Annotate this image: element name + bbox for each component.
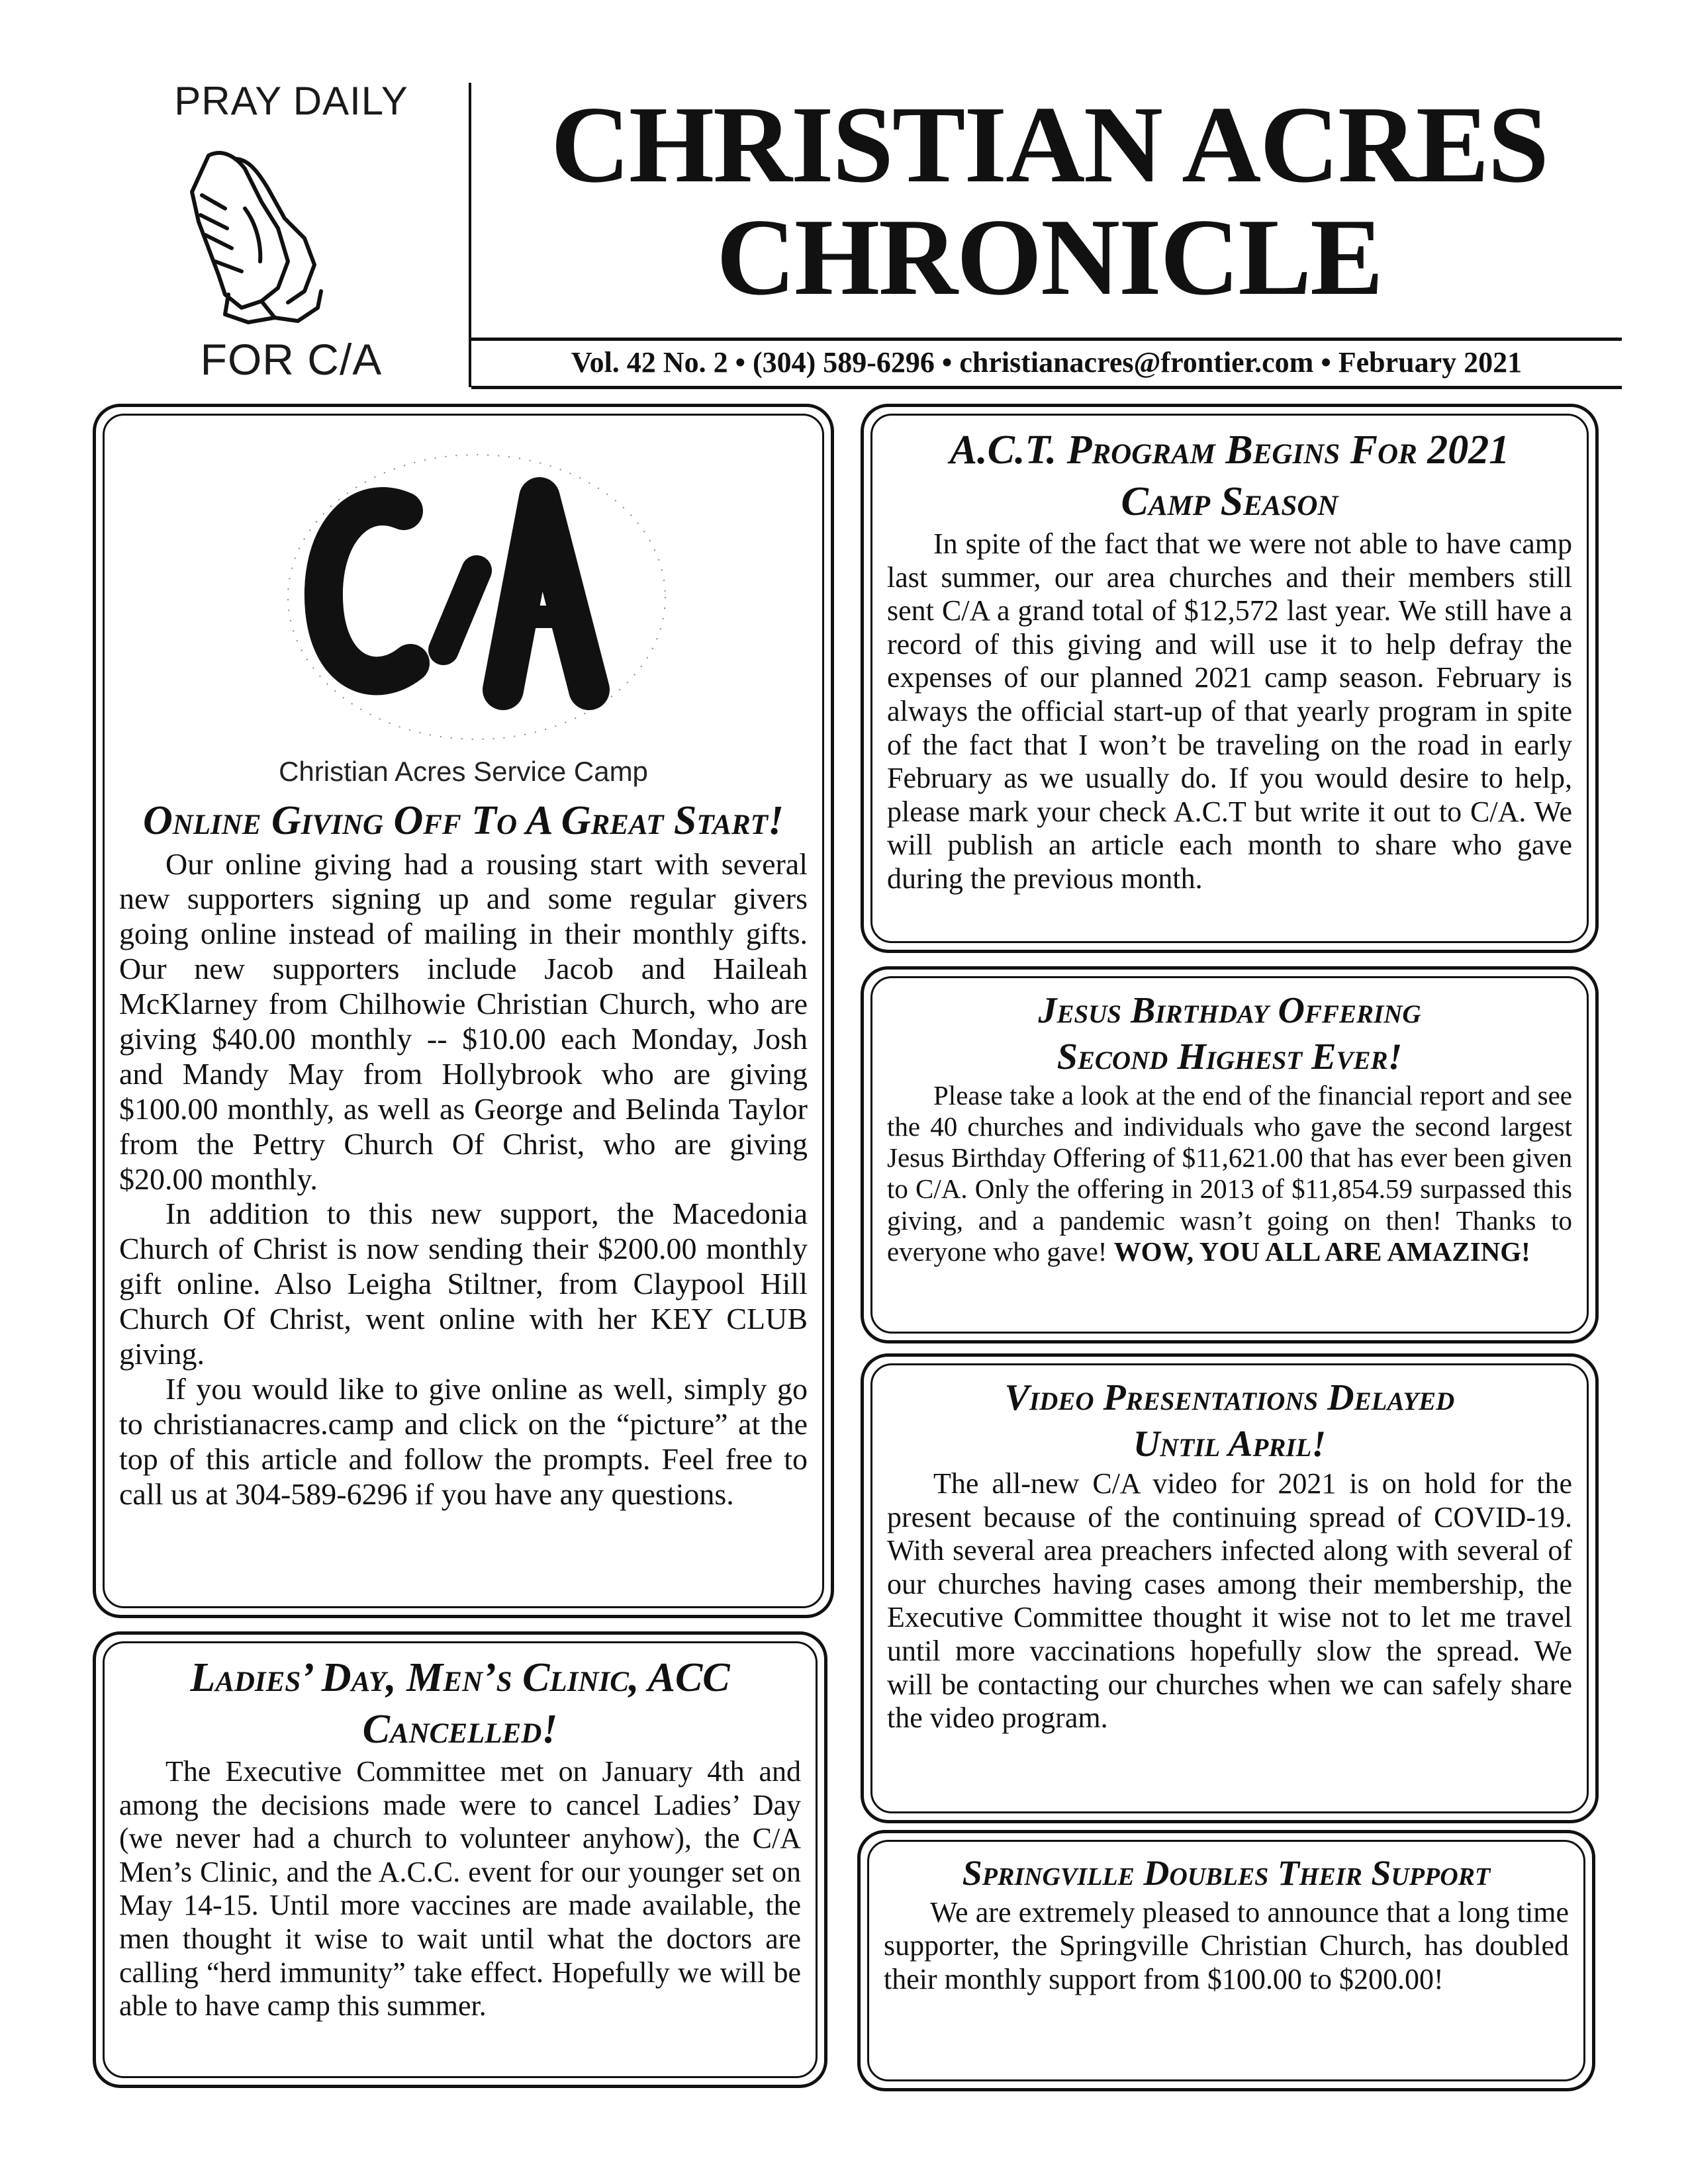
online-giving-paragraph-3: If you would like to give online as well, simply go to christianacres.camp and click on the “picture” at the top of this article and follow the prompts. Feel free to call us at 304-589-6296 if you have any questions. xyxy=(119,1371,808,1511)
newsletter-title-line1: CHRISTIAN ACRES xyxy=(551,83,1548,205)
jesus-birthday-headline-line2: Second Highest Ever! xyxy=(1056,1036,1403,1077)
article-online-giving xyxy=(93,404,834,1618)
newsletter-title-line2: CHRONICLE xyxy=(716,196,1382,318)
online-giving-headline: Online Giving Off To A Great Start! xyxy=(142,798,784,843)
ladies-day-headline-line1: Ladies’ Day, Men’s Clinic, ACC xyxy=(190,1655,730,1700)
jesus-birthday-text: Please take a look at the end of the financial report and see the 40 churches and individuals who gave the second largest Jesus Birthday Offering of $11,621.00 that has ever been given to C/A. Only the offering in 2013 of $11,854.59 surpassed this giving, and a pandemic wasn’t going on then! Thanks to everyone who gave! xyxy=(887,1080,1573,1267)
article-ladies-day xyxy=(93,1631,827,2088)
article-ladies-day-inner xyxy=(103,1641,818,2078)
masthead-divider xyxy=(469,83,471,387)
ladies-day-headline-line2: Cancelled! xyxy=(362,1706,558,1752)
act-headline-line1: A.C.T. Program Begins For 2021 xyxy=(949,428,1510,473)
jesus-birthday-emphasis: WOW, YOU ALL ARE AMAZING! xyxy=(1113,1236,1530,1267)
online-giving-paragraph-1: Our online giving had a rousing start with several new supporters signing up and some regular givers going online instead of mailing in their monthly gifts. Our new supporters include Jacob and Haileah McKlarney from Chilhowie Christian Church, who are giving $40.00 monthly -- $10.00 each Monday, Josh and Mandy May from Hollybrook who are giving $100.00 monthly, as well as George and Belinda Taylor from the Pettry Church Of Christ, who are giving $20.00 monthly. xyxy=(119,846,808,1196)
jesus-birthday-headline-line1: Jesus Birthday Offering xyxy=(1038,990,1421,1031)
ca-logo-mark xyxy=(278,438,675,749)
article-video xyxy=(861,1353,1599,1823)
video-headline-line2: Until April! xyxy=(1133,1424,1327,1465)
article-springville-inner xyxy=(867,1840,1585,2081)
praying-hands-icon xyxy=(162,129,361,328)
act-headline-line2: Camp Season xyxy=(1121,478,1338,524)
jesus-birthday-paragraph xyxy=(887,1080,1572,1267)
article-act-program xyxy=(861,404,1599,953)
video-paragraph: The all-new C/A video for 2021 is on hold for the present because of the continuing spread of COVID-19. With several area preachers infected along with several of our churches having cases among their membership, the Executive Committee thought it wise not to let me travel until more vaccinations hopefully slow the spread. We will be contacting our churches when we can safely share the video program. xyxy=(887,1467,1572,1735)
springville-paragraph: We are extremely pleased to announce that a long time supporter, the Springville Christian Church, has doubled their monthly support from $100.00 to $200.00! xyxy=(884,1895,1569,1995)
act-paragraph: In spite of the fact that we were not able to have camp last summer, our area churches and their members still sent C/A a grand total of $12,572 last year. We still have a record of this giving and will use it to help defray the expenses of our planned 2021 camp season. February is always the official start-up of that yearly program in spite of the fact that I won’t be traveling on the road in early February as we usually do. If you would desire to help, please mark your check A.C.T but write it out to C/A. We will publish an article each month to share who gave during the previous month. xyxy=(887,527,1572,895)
springville-headline: Springville Doubles Their Support xyxy=(962,1853,1491,1893)
article-jesus-birthday xyxy=(861,966,1599,1343)
pray-daily-label: PRAY DAILY xyxy=(174,79,408,123)
ca-logo[interactable] xyxy=(119,425,808,796)
online-giving-paragraph-2: In addition to this new support, the Macedonia Church of Christ is now sending their $200.00 monthly gift online. Also Leigha Stiltner, from Claypool Hill Church Of Christ, went online with her KEY CLUB giving. xyxy=(119,1197,808,1371)
article-online-giving-inner xyxy=(103,414,824,1608)
dateline-rule-bottom xyxy=(471,386,1622,389)
video-headline-line1: Video Presentations Delayed xyxy=(1004,1377,1455,1418)
ladies-day-paragraph: The Executive Committee met on January 4th and among the decisions made were to cancel Ladies’ Day (we never had a church to volunteer anyhow), the C/A Men’s Clinic, and the A.C.C. event for our younger set on May 14-15. Until more vaccines are made available, the men thought it wise to wait until what the doctors are calling “herd immunity” take effect. Hopefully we will be able to have camp this summer. xyxy=(119,1755,801,2023)
article-jesus-birthday-inner xyxy=(870,976,1589,1334)
for-ca-label: FOR C/A xyxy=(200,335,383,384)
article-video-inner xyxy=(870,1363,1589,1813)
dateline: Vol. 42 No. 2 • (304) 589-6296 • christianacres@frontier.com • February 2021 xyxy=(571,346,1523,379)
article-springville xyxy=(857,1830,1595,2091)
article-act-program-inner xyxy=(870,414,1589,943)
dateline-rule-top xyxy=(471,338,1622,341)
ca-logo-tagline: Christian Acres Service Camp xyxy=(279,756,648,787)
